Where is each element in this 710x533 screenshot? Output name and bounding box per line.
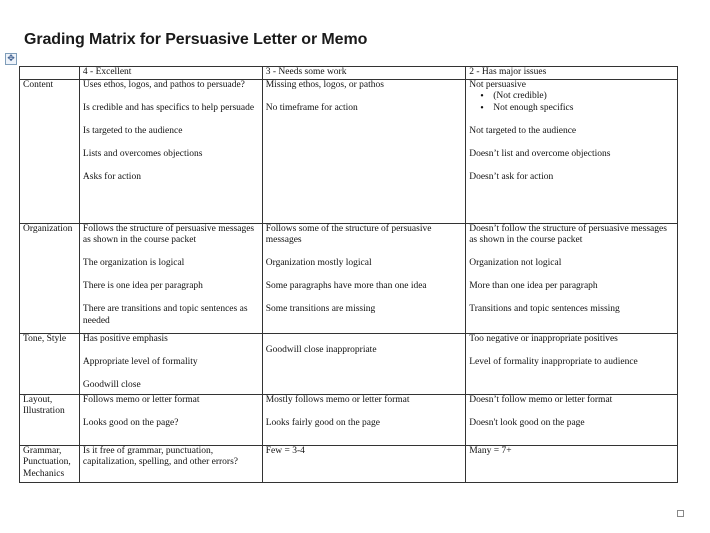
criterion-text: Appropriate level of formality xyxy=(82,356,198,367)
major-issues-cell xyxy=(466,333,678,394)
list-item: • Not enough specifics xyxy=(493,103,674,115)
row-category: Content xyxy=(20,79,80,223)
row-category: Layout, Illustration xyxy=(20,394,80,445)
criterion-text: Uses ethos, logos, and pathos to persuade? xyxy=(82,79,245,90)
criterion-text: Doesn’t follow the structure of persuasive messages as shown in the course packet xyxy=(469,223,667,245)
excellent-cell xyxy=(79,223,262,333)
criterion-text: Asks for action xyxy=(82,171,141,182)
needs-work-cell xyxy=(262,79,465,223)
major-issues-cell xyxy=(466,79,678,223)
header-needs-work: 3 - Needs some work xyxy=(262,67,465,80)
criterion-text: Doesn't look good on the page xyxy=(469,417,585,428)
header-excellent: 4 - Excellent xyxy=(79,67,262,80)
criterion-text: Doesn’t ask for action xyxy=(469,171,554,182)
needs-work-cell xyxy=(262,223,465,333)
document-title: Grading Matrix for Persuasive Letter or Memo xyxy=(24,31,368,48)
criterion-text: Organization mostly logical xyxy=(265,258,372,268)
criterion-text: Many = 7+ xyxy=(469,445,512,456)
criterion-text: More than one idea per paragraph xyxy=(469,281,598,291)
criterion-text: Some transitions are missing xyxy=(265,304,376,314)
criterion-text: There is one idea per paragraph xyxy=(82,281,203,291)
criterion-text: Looks fairly good on the page xyxy=(265,417,380,428)
bullet-list xyxy=(469,91,674,114)
row-category: Organization xyxy=(20,223,80,333)
excellent-cell xyxy=(79,394,262,445)
row-category: Grammar, Punctuation, Mechanics xyxy=(20,445,80,482)
major-issues-cell xyxy=(466,394,678,445)
table-header-row xyxy=(20,67,678,80)
move-arrows-icon[interactable]: ✥ xyxy=(5,53,17,65)
criterion-text: Organization not logical xyxy=(469,258,562,268)
criterion-text: Level of formality inappropriate to audience xyxy=(469,356,638,367)
resize-square-icon[interactable] xyxy=(677,510,684,517)
criterion-text: Doesn’t list and overcome objections xyxy=(469,148,611,159)
criterion-text: Mostly follows memo or letter format xyxy=(265,394,410,405)
criterion-text: Goodwill close xyxy=(82,379,141,390)
excellent-cell xyxy=(79,445,262,482)
grading-matrix-table xyxy=(19,66,678,483)
criterion-text: Follows some of the structure of persuasive messages xyxy=(265,223,432,245)
header-category xyxy=(20,67,80,80)
criterion-text: Missing ethos, logos, or pathos xyxy=(265,79,384,90)
major-issues-cell xyxy=(466,445,678,482)
excellent-cell xyxy=(79,79,262,223)
criterion-text: Has positive emphasis xyxy=(82,333,168,344)
needs-work-cell xyxy=(262,394,465,445)
criterion-text: Few = 3-4 xyxy=(265,445,305,456)
criterion-text: Is it free of grammar, punctuation, capitalization, spelling, and other errors? xyxy=(82,445,239,467)
criterion-text: Is targeted to the audience xyxy=(82,125,183,136)
needs-work-cell xyxy=(262,445,465,482)
list-item: • (Not credible) xyxy=(493,91,674,103)
criterion-text: Too negative or inappropriate positives xyxy=(469,333,618,344)
table-row xyxy=(20,445,678,482)
needs-work-cell xyxy=(262,333,465,394)
table-row xyxy=(20,333,678,394)
criterion-text: Not targeted to the audience xyxy=(469,125,577,136)
major-issues-cell xyxy=(466,223,678,333)
criterion-text: Transitions and topic sentences missing xyxy=(469,304,620,314)
table-row xyxy=(20,79,678,223)
criterion-text: Doesn’t follow memo or letter format xyxy=(469,394,613,405)
header-major-issues: 2 - Has major issues xyxy=(466,67,678,80)
criterion-text: Looks good on the page? xyxy=(82,417,179,428)
criterion-text: The organization is logical xyxy=(82,258,185,268)
criterion-text: Lists and overcomes objections xyxy=(82,148,203,159)
criterion-text: Not persuasive xyxy=(469,79,526,90)
excellent-cell xyxy=(79,333,262,394)
table-row xyxy=(20,394,678,445)
criterion-text: No timeframe for action xyxy=(265,102,358,113)
criterion-text: Follows memo or letter format xyxy=(82,394,200,405)
criterion-text: Is credible and has specifics to help persuade xyxy=(82,102,255,113)
criterion-text: There are transitions and topic sentences as needed xyxy=(82,304,248,326)
row-category: Tone, Style xyxy=(20,333,80,394)
table-row xyxy=(20,223,678,333)
criterion-text: Goodwill close inappropriate xyxy=(265,345,377,355)
criterion-text: Some paragraphs have more than one idea xyxy=(265,281,427,291)
criterion-text: Follows the structure of persuasive messages as shown in the course packet xyxy=(82,223,255,245)
